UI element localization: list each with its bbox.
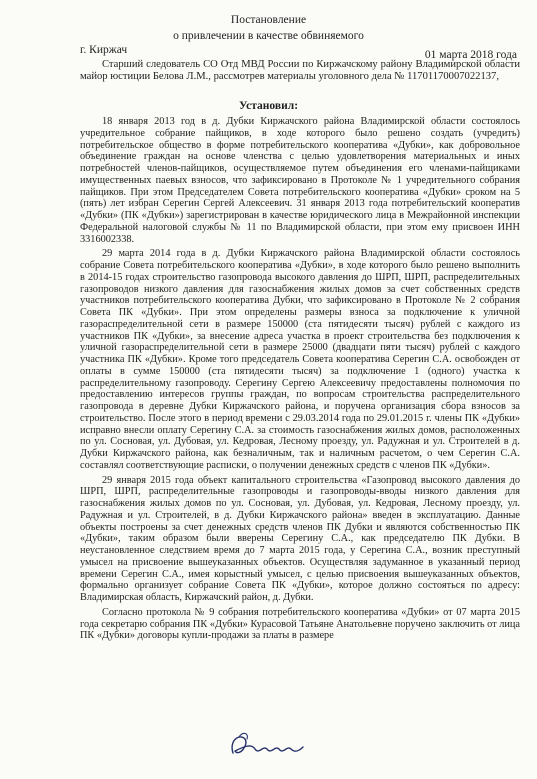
body-paragraph: 18 января 2013 год в д. Дубки Киржачского района Владимирской области состоялось учредительное собрание пайщиков, в ходе которого было решено создать (учредить) потребительское общество в форме потребительского кооператива «Дубки», как добровольное объединение граждан на основе членства с целью удовлетворения материальных и иных потребностей членов-пайщиков, осуществляемое путем объединения его членами-пайщиками имущественных паевых взносов, что зафиксировано в Протоколе № 1 учредительного собрания пайщиков. При этом Председателем Совета потребительского кооператива «Дубки» сроком на 5 (пять) лет избран Серегин Сергей Алексеевич. 31 января 2013 года потребительский кооператив «Дубки» (ПК «Дубки») зарегистрирован в качестве юридического лица в Межрайонной инспекции Федеральной налоговой службы № 11 по Владимирской области, при этом ему присвоен ИНН 3316002338. — [80, 116, 520, 245]
handwritten-signature — [225, 727, 305, 767]
body-paragraph: 29 января 2015 года объект капитального строительства «Газопровод высокого давления до ШРП, ШРП, распределительные газопроводы и газопроводы-вводы низкого давления для газоснабжения жилых домов по ул. Сосновая, ул. Дубовая, ул. Кедровая, Лесному проезду, ул. Радужная и ул. Строителей, в д. Дубки Киржачского района» введен в эксплуатацию. Данные объекты построены за счет денежных средств членов ПК Дубки и являются собственностью ПК «Дубки», таким образом были вверены Серегину С.А., как председателю ПК Дубки. В неустановленное следствием время до 7 марта 2015 года, у Серегина С.А., возник преступный умысел на присвоение вышеуказанных объектов. Осуществляя задуманное в указанный период времени Серегин С.А., имея корыстный умысел, с целью присвоения вышеуказанных объектов, формально организует собрание Совета ПК «Дубки», которое должно состояться по адресу: Владимирская область, Киржачский район, д. Дубки. — [80, 474, 520, 603]
document-subtitle: о привлечении в качестве обвиняемого — [173, 30, 364, 42]
document-title: Постановление — [230, 14, 307, 26]
intro-paragraph: Старший следователь СО Отд МВД России по Киржачскому району Владимирской области майор юстиции Белова Л.М., рассмотрев материалы уголовного дела № 11701170007022137, — [80, 59, 520, 83]
established-heading: Установил: — [238, 100, 299, 112]
body-paragraph: Согласно протокола № 9 собрания потребительского кооператива «Дубки» от 07 марта 2015 года секретарю собрания ПК «Дубки» Курасовой Татьяне Анатольевне поручено заключить от лица ПК «Дубки» договоры купли-продажи за платы в размере — [80, 606, 520, 642]
body-paragraph: 29 марта 2014 года в д. Дубки Киржачского района Владимирской области состоялось собрание Совета потребительского кооператива «Дубки», в ходе которого было решено выполнить в 2014-15 годах строительство газопровода высокого давления до ШРП, ШРП, распределительных газопроводов низкого давления для газоснабжения жилых домов за счет собственных средств участников потребительского кооператива Дубки, что зафиксировано в Протоколе № 2 собрания Совета ПК «Дубки». При этом определены размеры взноса за подключение к уличной газораспределительной сети в размере 150000 (ста пятидесяти тысяч) рублей с каждого из участников ПК «Дубки», за внесение адреса участка в проект строительства без подключения к уличной газораспределительной сети в размере 25000 (двадцати пяти тысяч) рублей с каждого участника ПК «Дубки». Кроме того председатель Совета кооператива Серегин С.А. освобожден от оплаты в сумме 150000 (ста пятидесяти тысяч) за подключение 1 (одного) участка к распределительному газопроводу. Серегину Сергею Алексеевичу предоставлены полномочия по предоставлению интересов группы граждан, по вопросам строительства распределительного газопровода в деревне Дубки Киржачского района, и поручена организация сбора взносов за строительство. После этого в период времени с 29.03.2014 года по 29.01.2015 г. члены ПК «Дубки» исправно внесли оплату Серегину С.А. за стоимость газоснабжения жилых домов, расположенных по ул. Сосновая, ул. Дубовая, ул. Кедровая, Лесному проезду, ул. Радужная и ул. Строителей в д. Дубки Киржачского района, как безналичным, так и наличным расчетом, о чем Серегин С.А. составлял соответствующие расписки, о получении денежных средств с членов ПК «Дубки». — [80, 248, 520, 471]
document-body — [80, 116, 520, 645]
document-place: г. Киржач — [80, 44, 128, 56]
document-date: 01 марта 2018 года — [424, 49, 517, 61]
